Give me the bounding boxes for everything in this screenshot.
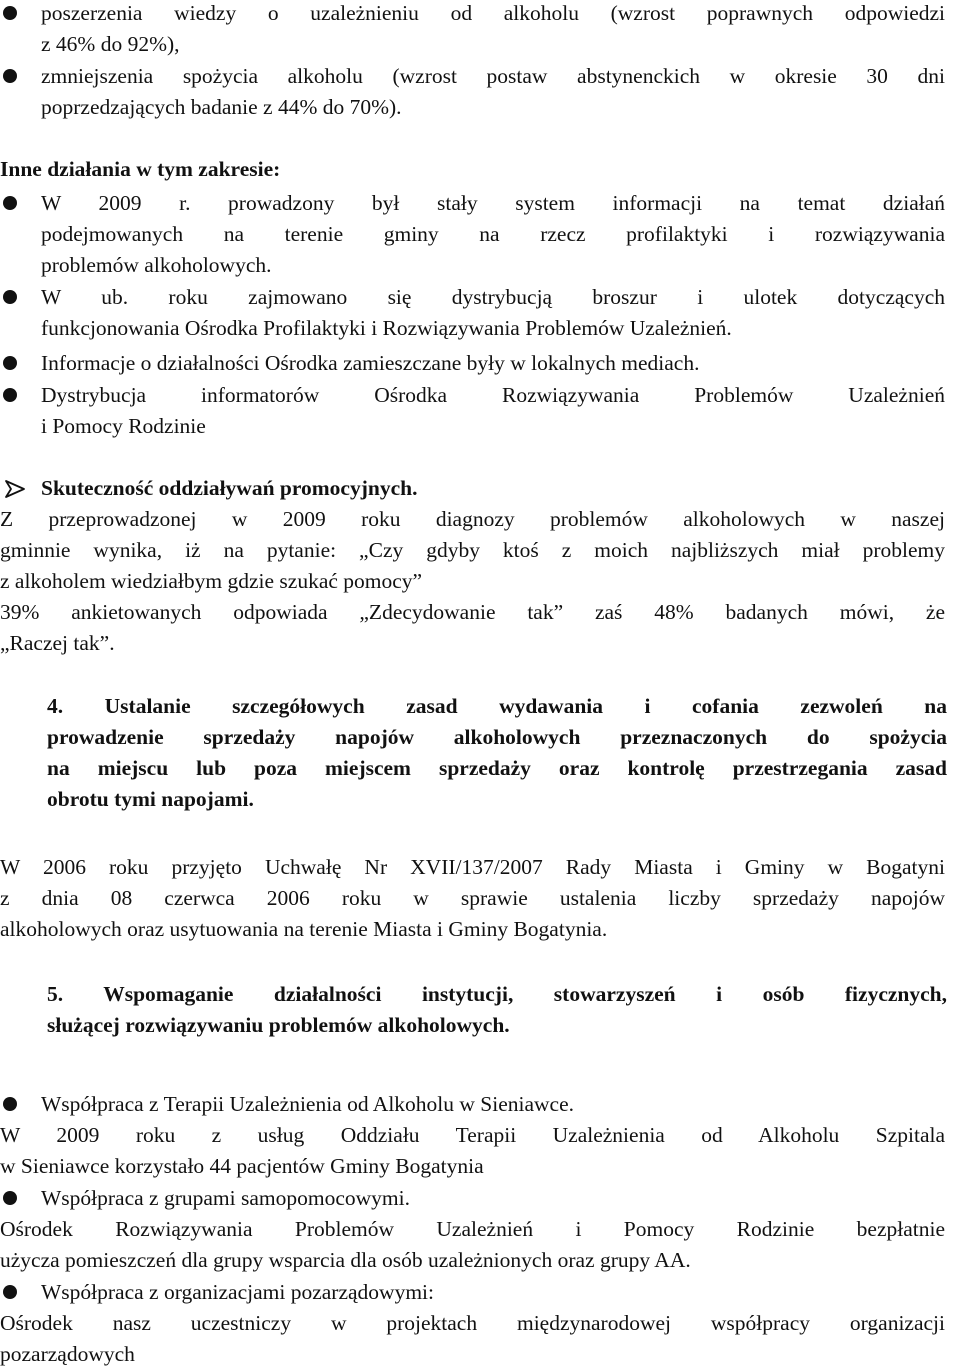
paragraph-line: w Sieniawce korzystało 44 pacjentów Gminy Bogatynia <box>0 1154 484 1178</box>
paragraph-line: alkoholowych oraz usytuowania na terenie Miasta i Gminy Bogatynia. <box>0 917 608 941</box>
section-heading: Inne działania w tym zakresie: <box>0 157 281 181</box>
bullet-dot <box>3 1285 17 1299</box>
paragraph-line: „Raczej tak”. <box>0 631 115 655</box>
bullet-text: W 2009 r. prowadzony był stały system informacji na temat działań <box>41 191 945 215</box>
bullet-text: funkcjonowania Ośrodka Profilaktyki i Rozwiązywania Problemów Uzależnień. <box>41 316 732 340</box>
paragraph-line: 39% ankietowanych odpowiada „Zdecydowanie tak” zaś 48% badanych mówi, że <box>0 600 945 624</box>
bullet-dot <box>3 1097 17 1111</box>
bullet-text: podejmowanych na terenie gminy na rzecz profilaktyki i rozwiązywania <box>41 222 945 246</box>
heading-line: na miejscu lub poza miejscem sprzedaży oraz kontrolę przestrzegania zasad <box>47 756 947 780</box>
heading-line: służącej rozwiązywaniu problemów alkoholowych. <box>47 1013 510 1037</box>
heading-line: 5. Wspomaganie działalności instytucji, stowarzyszeń i osób fizycznych, <box>47 982 947 1006</box>
bullet-text: Współpraca z grupami samopomocowymi. <box>41 1186 410 1210</box>
bullet-text: Informacje o działalności Ośrodka zamieszczane były w lokalnych mediach. <box>41 351 700 375</box>
paragraph-line: W 2006 roku przyjęto Uchwałę Nr XVII/137/2007 Rady Miasta i Gminy w Bogatyni <box>0 855 945 879</box>
paragraph-line: z alkoholem wiedziałbym gdzie szukać pomocy” <box>0 569 423 593</box>
paragraph-line: gminnie wynika, iż na pytanie: „Czy gdyby ktoś z moich najbliższych miał problemy <box>0 538 945 562</box>
bullet-dot <box>3 290 17 304</box>
paragraph-line: pozarządowych <box>0 1342 135 1366</box>
bullet-dot <box>3 388 17 402</box>
bullet-text: Współpraca z organizacjami pozarządowymi: <box>41 1280 434 1304</box>
bullet-text: poprzedzających badanie z 44% do 70%). <box>41 95 402 119</box>
paragraph-line: Z przeprowadzonej w 2009 roku diagnozy problemów alkoholowych w naszej <box>0 507 945 531</box>
section-4-heading <box>42 690 947 820</box>
paragraph-line: z dnia 08 czerwca 2006 roku w sprawie ustalenia liczby sprzedaży napojów <box>0 886 945 910</box>
bullet-dot <box>3 1191 17 1205</box>
bullet-dot <box>3 69 17 83</box>
bullet-text: i Pomocy Rodzinie <box>41 414 206 438</box>
bullet-text: zmniejszenia spożycia alkoholu (wzrost postaw abstynenckich w okresie 30 dni <box>41 64 945 88</box>
heading-line: obrotu tymi napojami. <box>47 787 254 811</box>
bullet-text: W ub. roku zajmowano się dystrybucją broszur i ulotek dotyczących <box>41 285 945 309</box>
paragraph-line: Ośrodek nasz uczestniczy w projektach międzynarodowej współpracy organizacji <box>0 1311 945 1335</box>
bullet-text: poszerzenia wiedzy o uzależnieniu od alkoholu (wzrost poprawnych odpowiedzi <box>41 1 945 25</box>
bullet-text: z 46% do 92%), <box>41 32 180 56</box>
paragraph-line: Ośrodek Rozwiązywania Problemów Uzależnień i Pomocy Rodzinie bezpłatnie <box>0 1217 945 1241</box>
bullet-text: problemów alkoholowych. <box>41 253 272 277</box>
bullet-dot <box>3 196 17 210</box>
heading-line: 4. Ustalanie szczegółowych zasad wydawania i cofania zezwoleń na <box>47 694 947 718</box>
bullet-text: Współpraca z Terapii Uzależnienia od Alkoholu w Sieniawce. <box>41 1092 575 1116</box>
bullet-dot <box>3 6 17 20</box>
heading-line: prowadzenie sprzedaży napojów alkoholowych przeznaczonych do spożycia <box>47 725 947 749</box>
paragraph-line: W 2009 roku z usług Oddziału Terapii Uzależnienia od Alkoholu Szpitala <box>0 1123 945 1147</box>
bullet-dot <box>3 356 17 370</box>
arrow-bullet-icon <box>4 479 26 499</box>
bullet-text: Dystrybucja informatorów Ośrodka Rozwiązywania Problemów Uzależnień <box>41 383 945 407</box>
section-5-heading <box>42 978 947 1046</box>
paragraph-line: użycza pomieszczeń dla grupy wsparcia dla osób uzależnionych oraz grupy AA. <box>0 1248 691 1272</box>
subsection-heading: Skuteczność oddziaływań promocyjnych. <box>41 476 418 500</box>
